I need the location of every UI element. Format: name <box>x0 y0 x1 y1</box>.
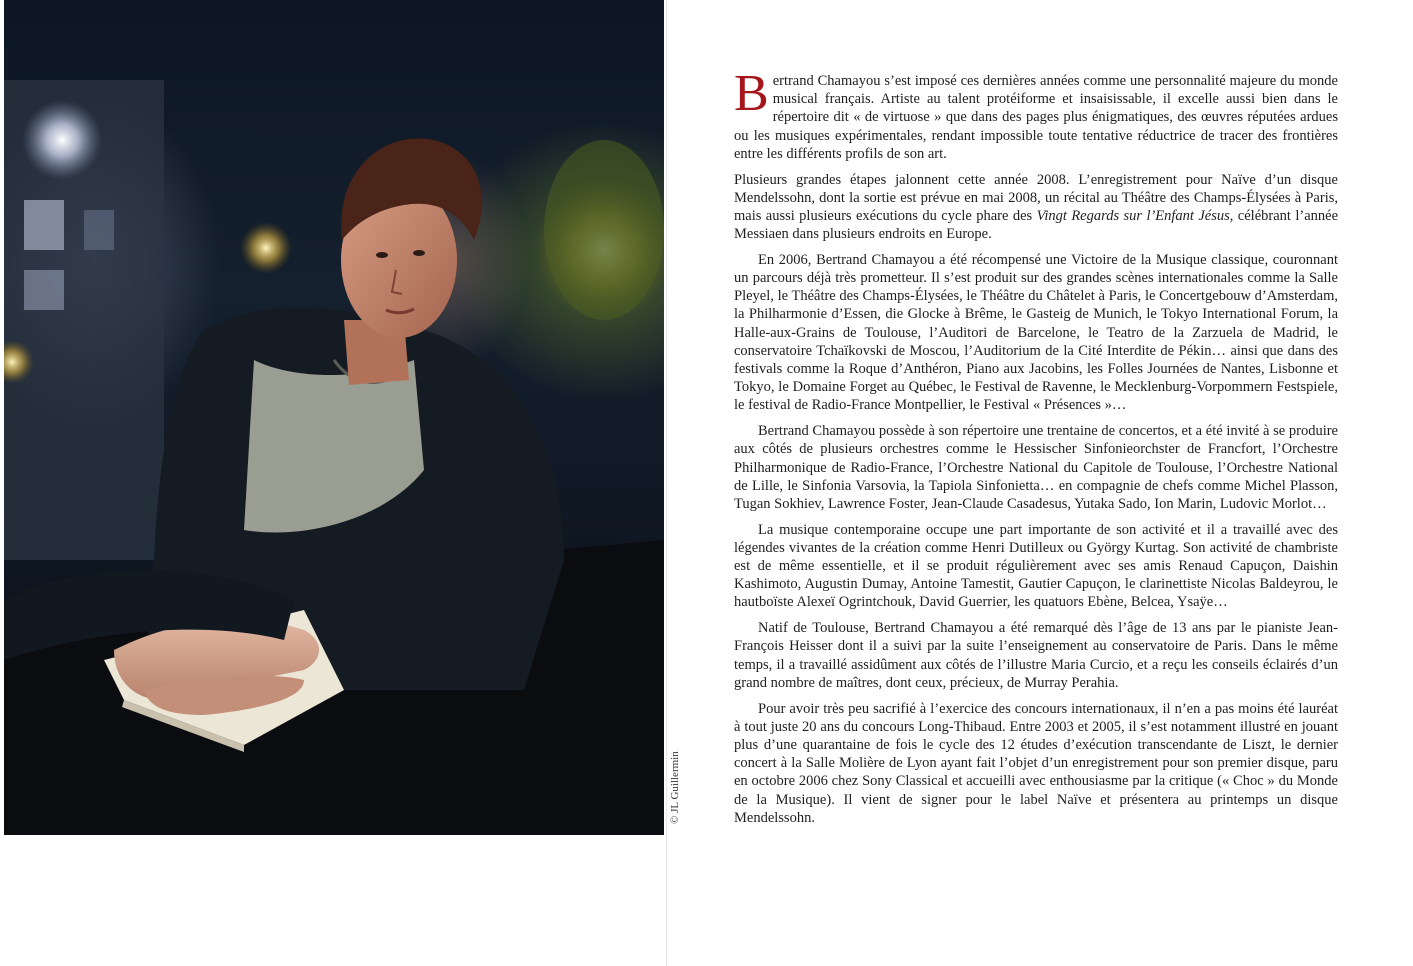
bio-paragraph-6: Natif de Toulouse, Bertrand Chamayou a été remarqué dès l’âge de 13 ans par le pianiste Jean-François Heisser dont il a suivi par la suite l’enseignement au conservatoire de Paris. Dans le même temps, il a travaillé assidûment aux côtés de l’illustre Maria Curcio, et a reçu les conseils éclairés d’un grand nombre de maîtres, dont ceux, précieux, de Murray Perahia. <box>734 620 1338 691</box>
bio-paragraph-4: Bertrand Chamayou possède à son répertoire une trentaine de concertos, et a été invité à se produire aux côtés de plusieurs orchestres comme le Hessischer Sinfonieorchster de Francfort, l’Orchestre Philharmonique de Radio-France, l’Orchestre National du Capitole de Toulouse, l’Orchestre National de Lille, le Sinfonia Varsovia, la Tapiola Sinfonietta… en compagnie de chefs comme Michel Plasson, Tugan Sokhiev, Lawrence Foster, Jean-Claude Casadesus, Yutaka Sado, Ion Marin, Ludovic Morlot… <box>734 423 1338 512</box>
biography-text <box>734 65 1339 834</box>
portrait-illustration <box>4 0 664 835</box>
bio-paragraph-1 <box>734 65 1338 163</box>
dropcap-letter: B <box>734 65 769 122</box>
bio-paragraph-1-text: ertrand Chamayou s’est imposé ces dernières années comme une personnalité majeure du monde musical français. Artiste au talent protéiforme et insaisissable, il excelle aussi bien dans le répertoire dit « de virtuose » que dans des pages plus énigmatiques, des œuvres réputées ardues ou les musiques expérimentales, rendant impossible toute tentative réductrice de tracer des frontières entre les différents profils de son art. <box>734 73 1338 162</box>
bio-paragraph-3: En 2006, Bertrand Chamayou a été récompensé une Victoire de la Musique classique, couronnant un parcours déjà très prometteur. Il s’est produit sur des grandes scènes internationales comme la Salle Pleyel, le Théâtre des Champs-Élysées, le Théâtre du Châtelet à Paris, le Concertgebouw d’Amsterdam, la Philharmonie d’Essen, die Glocke à Brême, le Gasteig de Munich, le Tokyo International Forum, la Halle-aux-Grains de Toulouse, l’Auditori de Barcelone, le Teatro de la Zarzuela de Madrid, le conservatoire Tchaïkovski de Moscou, l’Auditorium de la Cité Interdite de Pékin… ainsi que dans des festivals comme la Roque d’Anthéron, Piano aux Jacobins, les Folles Journées de Nantes, Lisbonne et Tokyo, le Domaine Forget au Québec, le Festival de Ravenne, le Mecklenburg-Vorpommern Festspiele, le festival de Radio-France Montpellier, le Festival « Présences »… <box>734 251 1338 414</box>
bio-paragraph-2 <box>734 171 1338 244</box>
bio-paragraph-2-tail: , célébrant l’année Messiaen dans plusieurs endroits en Europe. <box>734 207 1339 243</box>
work-title: Vingt Regards sur l’Enfant Jésus <box>1036 207 1230 224</box>
photo-credit <box>669 716 683 826</box>
left-page <box>0 0 667 966</box>
portrait-photo <box>4 0 664 835</box>
right-page <box>700 0 1413 966</box>
bio-paragraph-5: La musique contemporaine occupe une part importante de son activité et il a travaillé avec des légendes vivantes de la création comme Henri Dutilleux ou György Kurtag. Son activité de chambriste est de même essentielle, et il se produit régulièrement avec ses amis Renaud Capuçon, Daishin Kashimoto, Augustin Dumay, Antoine Tamestit, Gautier Capuçon, le clarinettiste Nicolas Baldeyrou, le hautboïste Alexeï Ogrintchouk, David Guerrier, les quatuors Ebène, Belcea, Ysaÿe… <box>734 521 1338 611</box>
bio-paragraph-2-text: Plusieurs grandes étapes jalonnent cette année 2008. L’enregistrement pour Naïve d’un disque Mendelssohn, dont la sortie est prévue en mai 2008, un récital au Théâtre des Champs-Élysées à Paris, mais aussi plusieurs exécutions du cycle phare des <box>734 171 1338 224</box>
bio-paragraph-7: Pour avoir très peu sacrifié à l’exercice des concours internationaux, il n’en a pas moins été lauréat à tout juste 20 ans du concours Long-Thibaud. Entre 2003 et 2005, il s’est notamment illustré en jouant plus d’une quarantaine de fois le cycle des 12 études d’exécution transcendante de Liszt, le dernier concert à la Salle Molière de Lyon ayant fait l’objet d’un enregistrement pour son premier disque, paru en octobre 2006 chez Sony Classical et accueilli avec enthousiasme par la critique (« Choc » du Monde de la Musique). Il vient de signer pour le label Naïve et présentera au printemps un disque Mendelssohn. <box>734 700 1338 826</box>
photo-credit-text: © JL Guillermin <box>669 751 681 824</box>
